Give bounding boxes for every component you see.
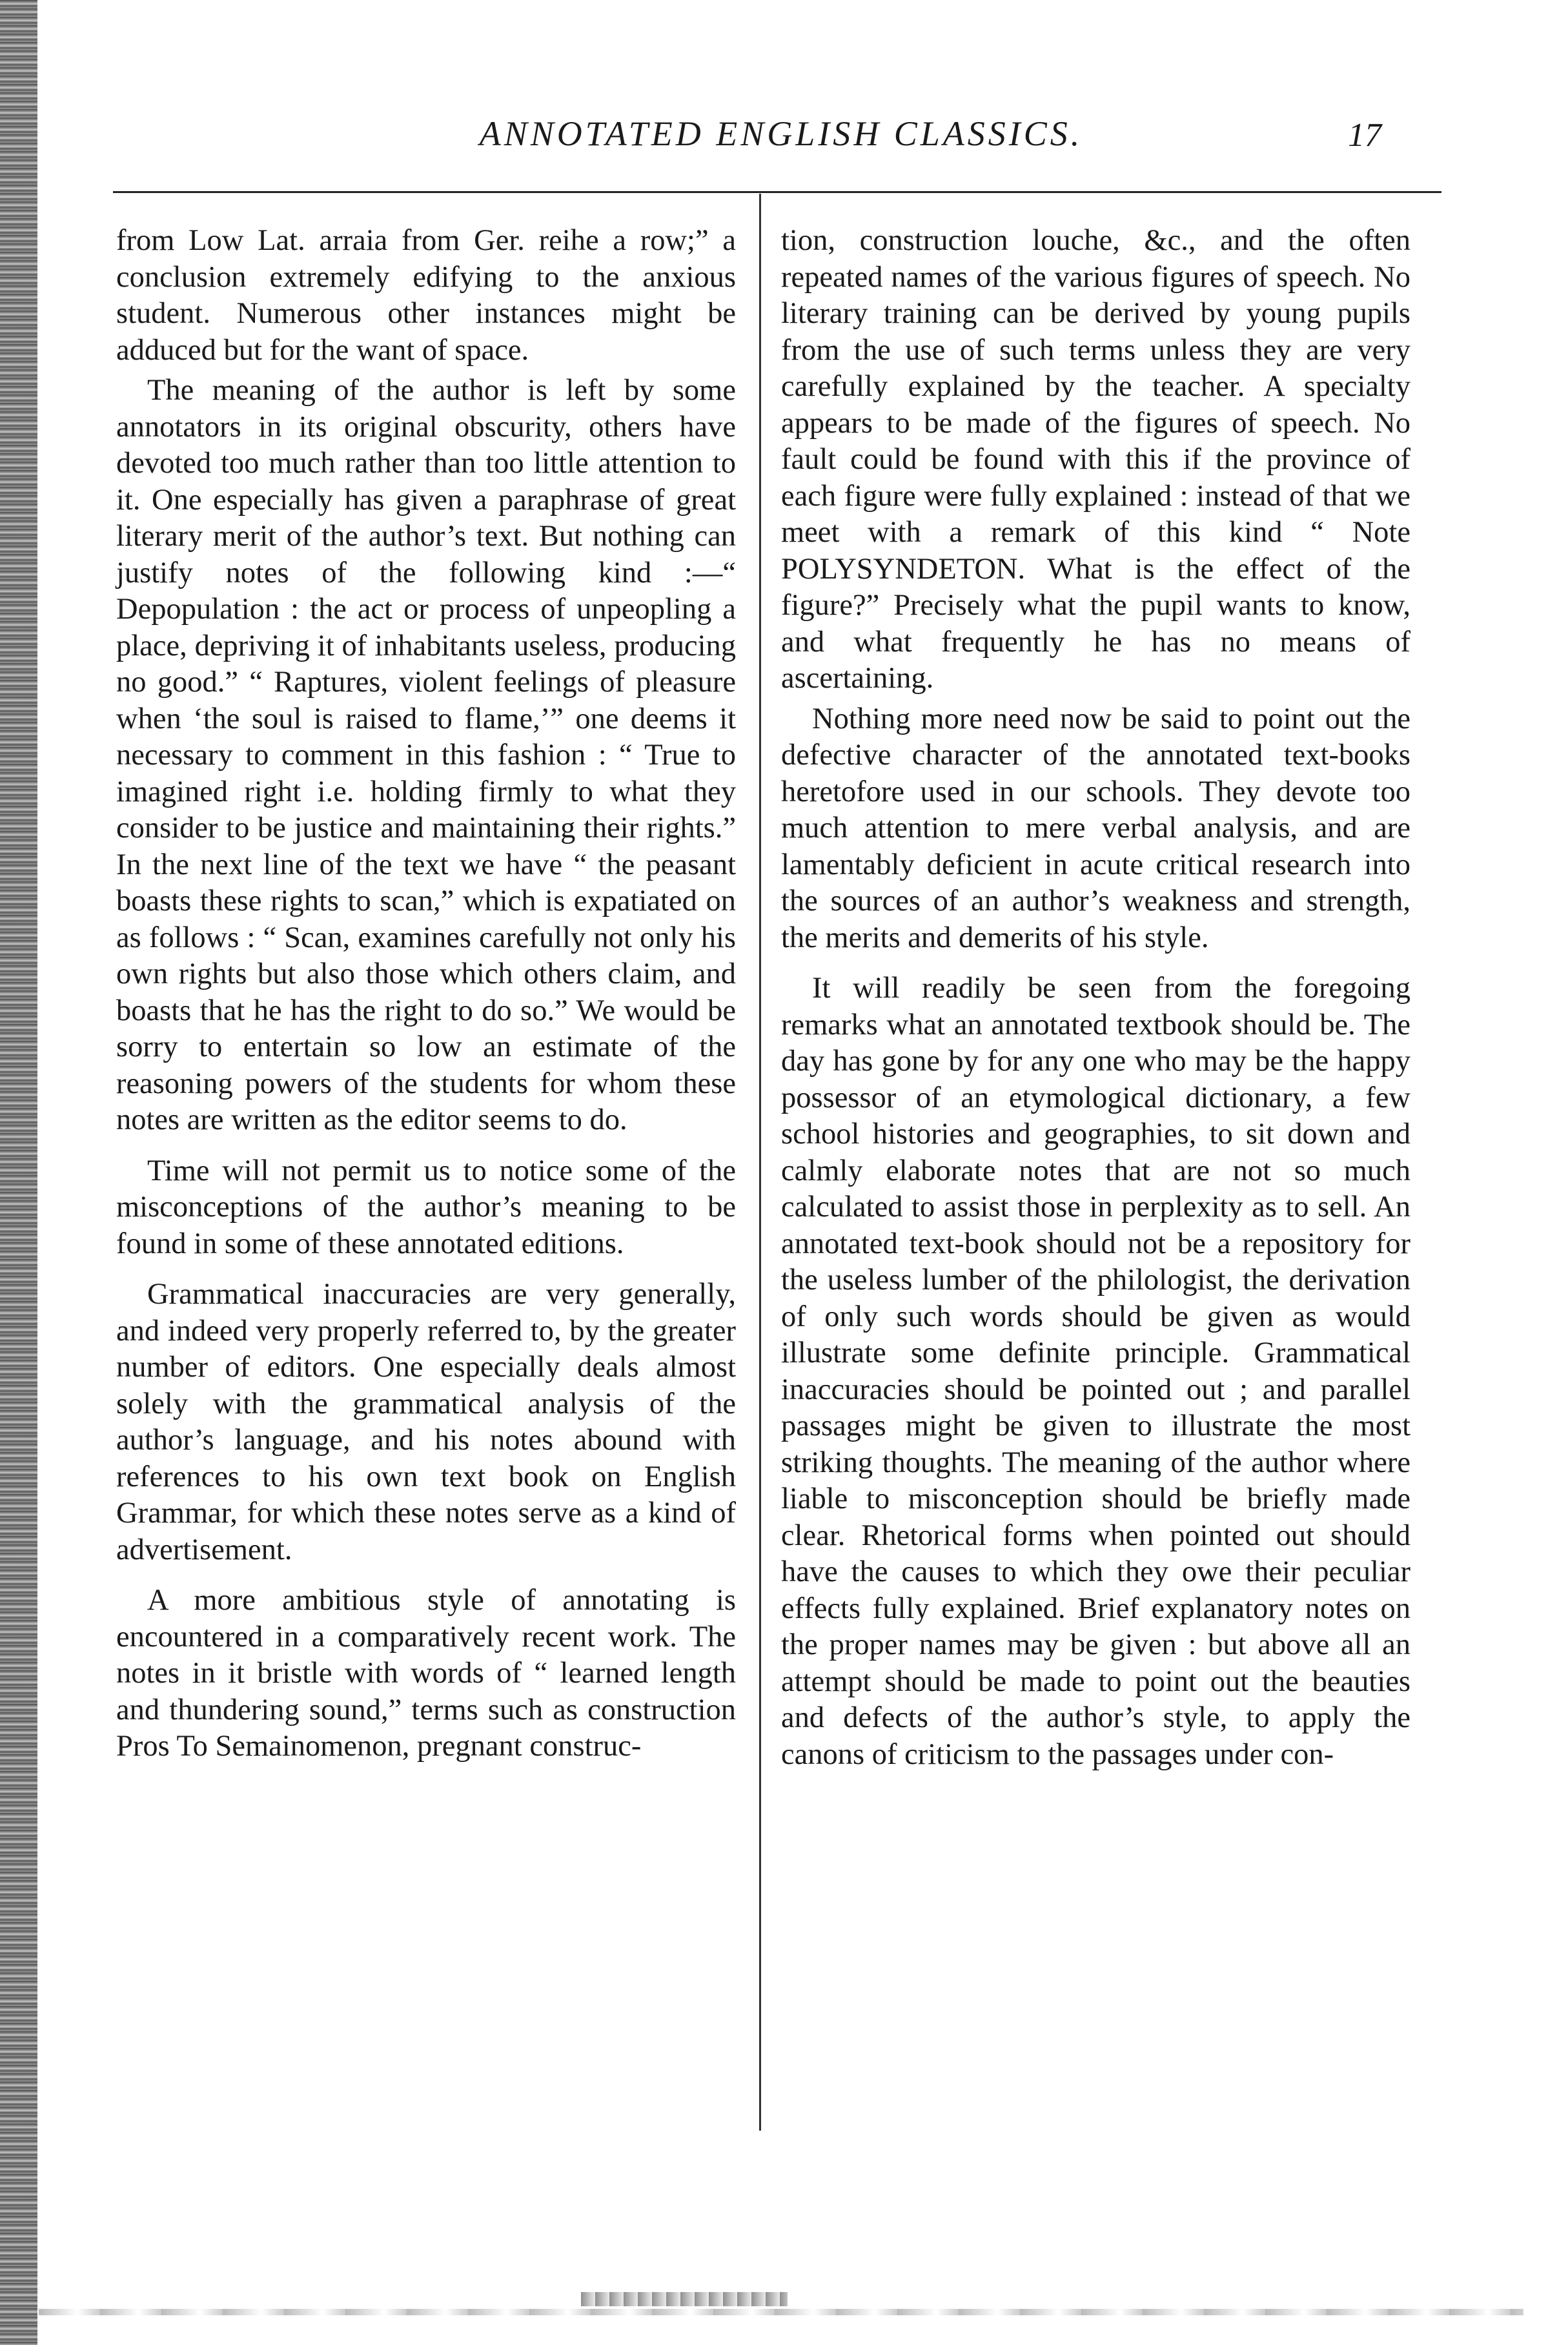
column-divider bbox=[759, 194, 761, 2131]
paragraph: Grammatical inaccuracies are very generally, and indeed very properly referred to, by the greater number of editors. One especially deals almost solely with the grammatical analysis of the author’s language, and his notes abound with references to his own text book on English Grammar, for which these notes serve as a kind of advertisement. bbox=[116, 1278, 736, 1566]
binding-edge bbox=[0, 0, 37, 2345]
scan-artifact bbox=[581, 2292, 788, 2306]
paragraph: The meaning of the author is left by some annotators in its original obscurity, others have devoted too much rather than too little attention to it. One especially has given a paraphrase of great literary merit of the author’s text. But nothing can justify notes of the following kind :—“ Depopulation : the act or process of unpeopling a place, depriving it of inhabitants useless, producing no good.” “ Raptures, violent feelings of pleasure when ‘the soul is raised to flame,’” one deems it necessary to comment in this fashion : “ True to imagined right i.e. holding firmly to what they consider to be justice and maintaining their rights.” In the next line of the text we have “ the peasant boasts these rights to scan,” which is expatiated on as follows : “ Scan, examines carefully not only his own rights but also those which others claim, and boasts that he has the right to do so.” We would be sorry to entertain so low an estimate of the reasoning powers of the students for whom these notes are written as the editor seems to do. bbox=[116, 374, 736, 1136]
paragraph: tion, construction louche, &c., and the often repeated names of the various figures of speech. No literary training can be derived by young pupils from the use of such terms unless they are very carefully explained by the teacher. A specialty appears to be made of the figures of speech. No fault could be found with this if the province of each figure were fully explained : instead of that we meet with a remark of this kind “ Note POLYSYNDETON. What is the effect of the figure?” Precisely what the pupil wants to know, and what frequently he has no means of ascertaining. bbox=[781, 224, 1410, 695]
scan-artifact bbox=[39, 2309, 1523, 2315]
paragraph: It will readily be seen from the foregoing remarks what an annotated textbook should be. The day has gone by for any one who may be the happy possessor of an etymological dictionary, a few school histories and geographies, to sit down and calmly elaborate notes that are not so much calculated to assist those in perplexity as to sell. An annotated text-book should not be a repository for the useless lumber of the philologist, the derivation of only such words should be given as would illustrate some definite principle. Grammatical inaccuracies should be pointed out ; and parallel passages might be given to illustrate the most striking thoughts. The meaning of the author where liable to misconception should be briefly made clear. Rhetorical forms when pointed out should have the causes to which they owe their peculiar effects fully explained. Brief explanatory notes on the proper names may be given : but above all an attempt should be made to point out the beauties and defects of the author’s style, to apply the canons of criticism to the passages under con- bbox=[781, 972, 1410, 1771]
paragraph: A more ambitious style of annotating is encountered in a comparatively recent work. The notes in it bristle with words of “ learned length and thundering sound,” terms such as construction Pros To Semainomenon, pregnant construc- bbox=[116, 1584, 736, 1763]
running-header: ANNOTATED ENGLISH CLASSICS. bbox=[479, 114, 1083, 153]
right-column bbox=[781, 223, 1410, 1787]
paragraph: Nothing more need now be said to point out the defective character of the annotated text-books heretofore used in our schools. They devote too much attention to mere verbal analysis, and are lamentably deficient in acute critical research into the sources of an author’s weakness and strength, the merits and demerits of his style. bbox=[781, 702, 1410, 954]
header-rule bbox=[113, 191, 1441, 193]
page-number: 17 bbox=[1348, 117, 1381, 154]
left-column bbox=[116, 223, 736, 1779]
paragraph: from Low Lat. arraia from Ger. reihe a row;” a conclusion extremely edifying to the anxious student. Numerous other instances might be adduced but for the want of space. bbox=[116, 224, 736, 367]
paragraph: Time will not permit us to notice some of the misconceptions of the author’s meaning to be found in some of these annotated editions. bbox=[116, 1154, 736, 1260]
